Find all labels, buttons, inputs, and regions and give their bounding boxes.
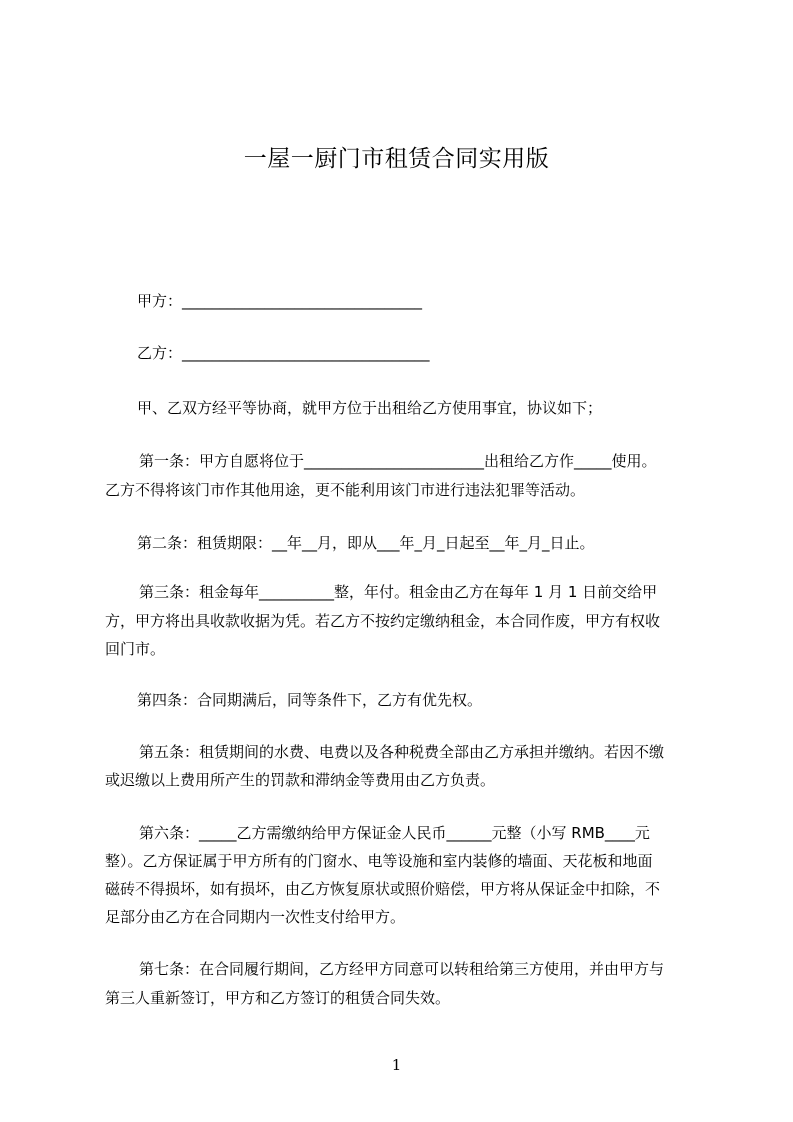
article-2: 第二条：租赁期限：__年__月，即从___年_月_日起至__年_月_日止。	[137, 534, 595, 552]
article-3-line-3: 回门市。	[105, 640, 166, 658]
article-7-line-1: 第七条：在合同履行期间，乙方经甲方同意可以转租给第三方使用，并由甲方与	[139, 960, 665, 978]
intro-paragraph: 甲、乙双方经平等协商，就甲方位于出租给乙方使用事宜，协议如下；	[137, 399, 603, 417]
article-3-line-2: 方，甲方将出具收款收据为凭。若乙方不按约定缴纳租金，本合同作废，甲方有权收	[105, 612, 661, 630]
article-3-line-1: 第三条：租金每年__________整，年付。租金由乙方在每年 1 月 1 日前交给甲	[139, 583, 658, 601]
party-b-line: 乙方：_________________________________	[137, 344, 430, 362]
article-5-line-2: 或迟缴以上费用所产生的罚款和滞纳金等费用由乙方负责。	[105, 771, 496, 789]
article-7-line-2: 第三人重新签订，甲方和乙方签订的租赁合同失效。	[105, 989, 451, 1007]
page-number: 1	[391, 1056, 402, 1074]
article-6-line-2: 整）。乙方保证属于甲方所有的门窗水、电等设施和室内装修的墙面、天花板和地面	[105, 852, 653, 870]
article-5-line-1: 第五条：租赁期间的水费、电费以及各种税费全部由乙方承担并缴纳。若因不缴	[139, 743, 665, 761]
document-title: 一屋一厨门市租赁合同实用版	[243, 146, 550, 172]
article-6-line-4: 足部分由乙方在合同期内一次性支付给甲方。	[105, 908, 406, 926]
party-a-line: 甲方：________________________________	[137, 292, 423, 310]
article-4: 第四条：合同期满后，同等条件下，乙方有优先权。	[137, 691, 483, 709]
article-1-line-1: 第一条：甲方自愿将位于________________________出租给乙方作_____使用。	[139, 452, 657, 470]
article-6-line-3: 磁砖不得损坏，如有损坏，由乙方恢复原状或照价赔偿，甲方将从保证金中扣除，不	[105, 880, 661, 898]
article-1-line-2: 乙方不得将该门市作其他用途，更不能利用该门市进行违法犯罪等活动。	[105, 481, 586, 499]
article-6-line-1: 第六条：_____乙方需缴纳给甲方保证金人民币______元整（小写 RMB____元	[139, 824, 650, 842]
